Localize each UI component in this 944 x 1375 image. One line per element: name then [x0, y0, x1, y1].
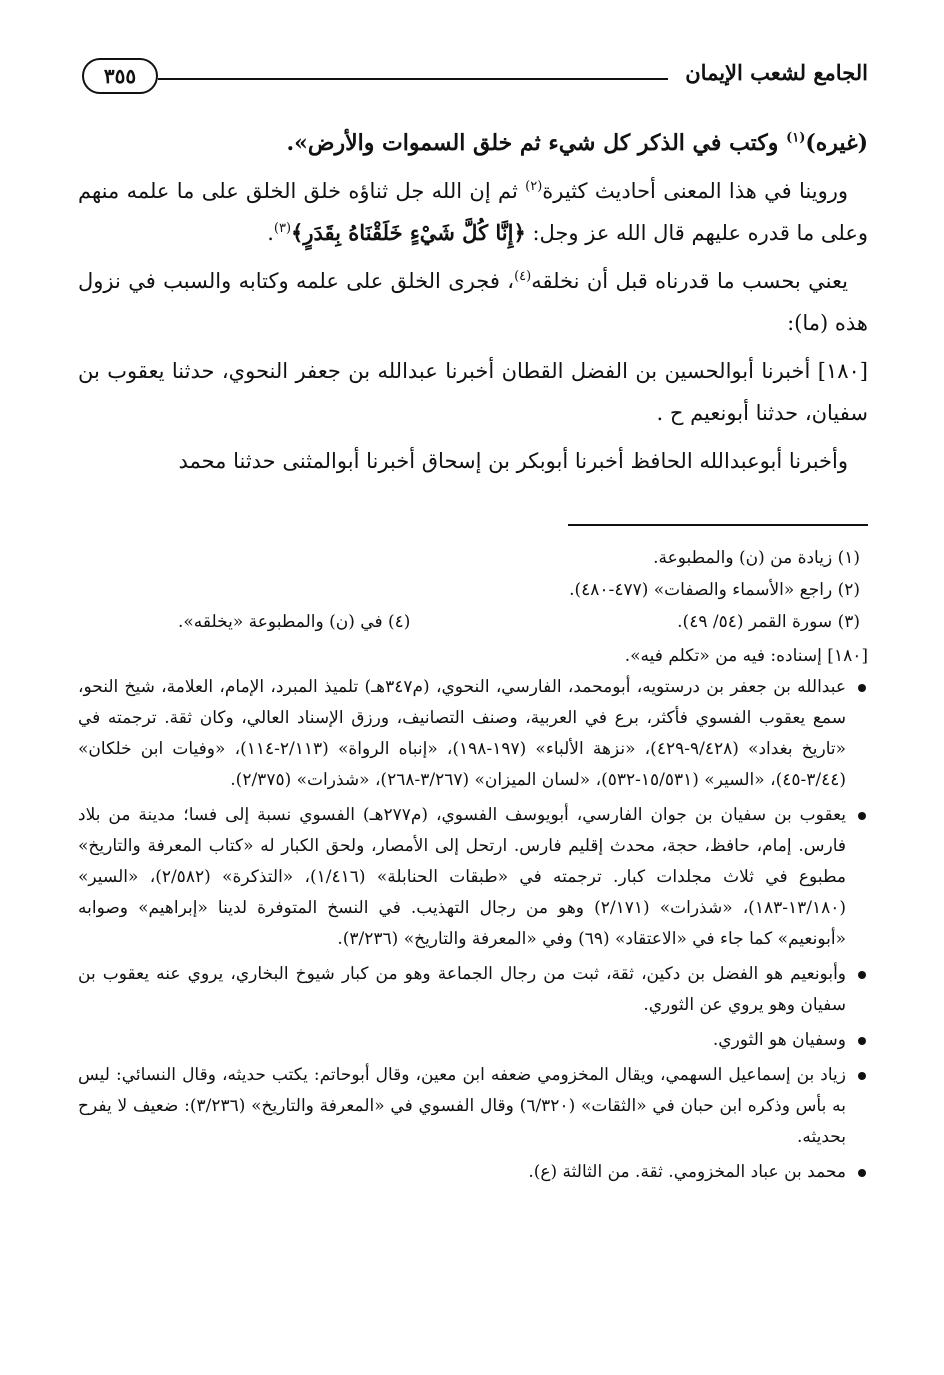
page: [78, 50, 868, 1350]
p3-part-a: يعني بحسب ما قدرناه قبل أن نخلقه: [531, 269, 848, 293]
header-rule: [158, 78, 668, 80]
footnotes: [78, 542, 868, 1192]
p1-text: (غيره): [805, 130, 868, 156]
p2-end: .: [267, 221, 274, 245]
narrator-text: عبدالله بن جعفر بن درستويه، أبومحمد، الفارسي، النحوي، (م٣٤٧هـ) تلميذ المبرد، الإمام، العلامة، شيخ النحو، سمع يعقوب الفسوي فأكثر، برع في العربية، وصنف التصانيف، ورزق الإسناد العالي، وكان ثقة. ترجمته في «تاريخ بغداد» (٩/٤٢٨-٤٢٩)، «نزهة الألباء» (١٩٧-١٩٨)، «إنباه الرواة» (٢/١١٣-١١٤)، «وفيات ابن خلكان» (٣/٤٤-٤٥)، «السير» (١٥/٥٣١-٥٣٢)، «لسان الميزان» (٣/٢٦٧-٢٦٨)، «شذرات» (٢/٣٧٥).: [78, 677, 847, 790]
bullet-icon: [858, 1169, 866, 1177]
main-text: [78, 122, 868, 488]
p2-part-a: وروينا في هذا المعنى أحاديث كثيرة: [542, 179, 849, 203]
book-title: الجامع لشعب الإيمان: [685, 60, 868, 85]
narrator-item: [78, 672, 868, 796]
bullet-icon: [858, 1072, 866, 1080]
isnad-heading: [١٨٠] إسناده: فيه من «تكلم فيه».: [624, 646, 868, 666]
paragraph-2: [78, 170, 868, 254]
narrator-text: زياد بن إسماعيل السهمي، ويقال المخزومي ضعفه ابن معين، وقال أبوحاتم: يكتب حديثه، وقال النسائي: ليس به بأس وذكره ابن حبان في «الثقات» (٦/٣٢٠) وقال الفسوي في «المعرفة والتاريخ» (٣/٢٣٦): ضعيف لا يفرح بحديثه.: [78, 1065, 846, 1147]
footnote-separator: [568, 524, 868, 526]
narrator-item: [78, 959, 868, 1021]
footnote-2: (٢) راجع «الأسماء والصفات» (٤٧٧-٤٨٠).: [569, 580, 860, 600]
p2-part-b: ثم إن الله جل ثناؤه خلق الخلق على ما علمه منهم وعلى ما قدره عليهم قال الله عز وجل:: [78, 179, 868, 245]
bullet-icon: [858, 684, 866, 692]
p1-rest: وكتب في الذكر كل شيء ثم خلق السموات والأرض».: [286, 130, 787, 156]
paragraph-4: [١٨٠] أخبرنا أبوالحسين بن الفضل القطان أخبرنا عبدالله بن جعفر النحوي، حدثنا يعقوب بن سفيان، حدثنا أبونعيم ح .: [78, 359, 868, 425]
paragraph-5: وأخبرنا أبوعبدالله الحافظ أخبرنا أبوبكر بن إسحاق أخبرنا أبوالمثنى حدثنا محمد: [178, 449, 848, 473]
quran-verse: ﴿إِنَّا كُلَّ شَيْءٍ خَلَقْنَاهُ بِقَدَرٍ﴾: [291, 220, 526, 245]
bullet-icon: [858, 971, 866, 979]
narrator-list: [78, 672, 868, 1188]
bullet-icon: [858, 812, 866, 820]
narrator-text: وسفيان هو الثوري.: [712, 1030, 846, 1050]
page-header: [78, 50, 868, 102]
paragraph-1: [78, 122, 868, 164]
footnote-1: (١) زيادة من (ن) والمطبوعة.: [653, 548, 860, 568]
narrator-text: محمد بن عباد المخزومي. ثقة. من الثالثة (ع).: [528, 1162, 846, 1182]
narrator-text: يعقوب بن سفيان بن جوان الفارسي، أبويوسف الفسوي، (م٢٧٧هـ) الفسوي نسبة إلى فسا؛ مدينة من بلاد فارس. إمام، حافظ، حجة، محدث إقليم فارس. ارتحل إلى الأمصار، ولحق الكبار له «كتاب المعرفة والتاريخ» مطبوع في ثلاث مجلدات كبار. ترجمته في «طبقات الحنابلة» (١/٤١٦)، «التذكرة» (٢/٥٨٢)، «السير» (١٣/١٨٠-١٨٣)، «شذرات» (٢/١٧١) وهو من رجال التهذيب. في النسخ المتوفرة لدينا «إبراهيم» وصوابه «أبونعيم» كما جاء في «الاعتقاد» (٦٩) وفي «المعرفة والتاريخ» (٣/٢٣٦).: [78, 805, 847, 949]
paragraph-3: [78, 260, 868, 344]
footnote-ref-3: (٣): [273, 221, 292, 236]
footnote-ref-2: (٢): [525, 179, 543, 194]
narrator-item: [78, 1060, 868, 1153]
footnote-ref-4: (٤): [514, 269, 532, 284]
page-number: ٣٥٥: [82, 58, 158, 94]
narrator-item: [78, 800, 868, 955]
footnote-ref-1: (١): [786, 130, 806, 146]
footnote-3: (٣) سورة القمر (٥٤/ ٤٩).: [677, 612, 860, 632]
bullet-icon: [858, 1037, 866, 1045]
narrator-text: وأبونعيم هو الفضل بن دكين، ثقة، ثبت من رجال الجماعة وهو من كبار شيوخ البخاري، يروي عنه يعقوب بن سفيان وهو يروي عن الثوري.: [78, 964, 846, 1015]
p3-part-b: ، فجرى الخلق على علمه وكتابه والسبب في نزول هذه (ما):: [78, 269, 868, 335]
narrator-item: [78, 1025, 868, 1056]
footnote-row-3-4: [78, 606, 868, 638]
footnote-4: (٤) في (ن) والمطبوعة «يخلقه».: [178, 612, 411, 632]
narrator-item: [78, 1157, 868, 1188]
